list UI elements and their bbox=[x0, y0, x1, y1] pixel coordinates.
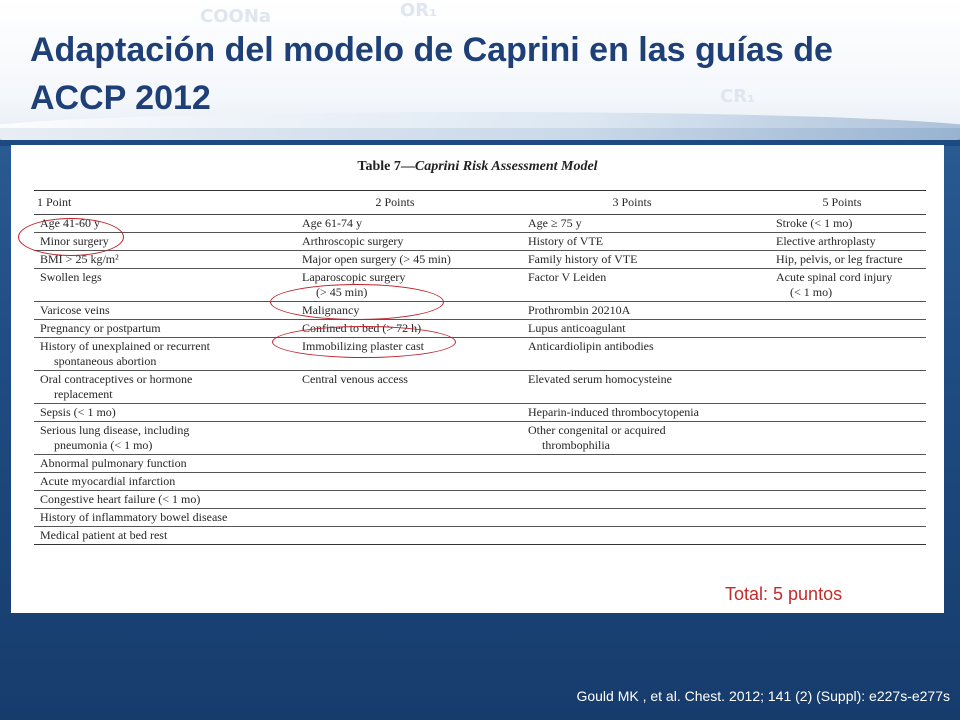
cell-3-points bbox=[506, 473, 758, 491]
table-row bbox=[34, 215, 926, 233]
cell-text: Immobilizing plaster cast bbox=[302, 339, 424, 353]
table-row bbox=[34, 269, 926, 302]
cell-text: Prothrombin 20210A bbox=[528, 303, 631, 317]
table-row bbox=[34, 491, 926, 509]
cell-3-points bbox=[506, 509, 758, 527]
cell-text: Heparin-induced thrombocytopenia bbox=[528, 405, 699, 419]
cell-text: Elective arthroplasty bbox=[776, 234, 876, 248]
cell-5-points bbox=[758, 491, 926, 509]
cell-5-points bbox=[758, 404, 926, 422]
cell-2-points bbox=[284, 215, 506, 233]
cell-3-points bbox=[506, 251, 758, 269]
cell-text: Confined to bed (> 72 h) bbox=[302, 321, 422, 335]
cell-text: replacement bbox=[54, 387, 113, 401]
chemical-watermark: CR₁ bbox=[720, 86, 755, 107]
cell-text: Congestive heart failure (< 1 mo) bbox=[40, 492, 201, 506]
cell-text: Hip, pelvis, or leg fracture bbox=[776, 252, 903, 266]
cell-3-points bbox=[506, 422, 758, 455]
table-title-italic: Caprini Risk Assessment Model bbox=[414, 159, 598, 174]
table-row bbox=[34, 302, 926, 320]
cell-5-points bbox=[758, 422, 926, 455]
table-row bbox=[34, 473, 926, 491]
cell-text: Pregnancy or postpartum bbox=[40, 321, 161, 335]
cell-text: Acute spinal cord injury bbox=[776, 270, 893, 284]
table-body bbox=[34, 215, 926, 545]
cell-text: Serious lung disease, including bbox=[40, 423, 190, 437]
table-image-panel bbox=[11, 145, 944, 613]
cell-text: Central venous access bbox=[302, 372, 408, 386]
cell-text: History of VTE bbox=[528, 234, 604, 248]
cell-5-points bbox=[758, 371, 926, 404]
cell-text: Oral contraceptives or hormone bbox=[40, 372, 193, 386]
cell-2-points bbox=[284, 422, 506, 455]
cell-2-points bbox=[284, 371, 506, 404]
header-1-point: 1 Point bbox=[34, 191, 284, 215]
cell-2-points bbox=[284, 491, 506, 509]
cell-1-point bbox=[34, 404, 284, 422]
cell-3-points bbox=[506, 338, 758, 371]
cell-text: Age 41-60 y bbox=[40, 216, 100, 230]
cell-text: spontaneous abortion bbox=[54, 354, 157, 368]
cell-5-points bbox=[758, 269, 926, 302]
cell-text: Medical patient at bed rest bbox=[40, 528, 168, 542]
cell-5-points bbox=[758, 338, 926, 371]
cell-text: Other congenital or acquired bbox=[528, 423, 666, 437]
cell-text: Anticardiolipin antibodies bbox=[528, 339, 654, 353]
cell-5-points bbox=[758, 455, 926, 473]
table-title-prefix: Table 7— bbox=[357, 159, 415, 174]
cell-3-points bbox=[506, 371, 758, 404]
cell-3-points bbox=[506, 527, 758, 545]
cell-text: Acute myocardial infarction bbox=[40, 474, 176, 488]
table-row bbox=[34, 455, 926, 473]
cell-5-points bbox=[758, 215, 926, 233]
cell-3-points bbox=[506, 320, 758, 338]
table-row bbox=[34, 509, 926, 527]
cell-1-point bbox=[34, 338, 284, 371]
cell-text: Arthroscopic surgery bbox=[302, 234, 404, 248]
cell-text: History of inflammatory bowel disease bbox=[40, 510, 228, 524]
table-title bbox=[11, 159, 944, 175]
header-2-points: 2 Points bbox=[284, 191, 506, 215]
cell-3-points bbox=[506, 269, 758, 302]
cell-text: Major open surgery (> 45 min) bbox=[302, 252, 451, 266]
cell-5-points bbox=[758, 302, 926, 320]
header-3-points: 3 Points bbox=[506, 191, 758, 215]
cell-text: Age 61-74 y bbox=[302, 216, 362, 230]
table-row bbox=[34, 371, 926, 404]
table-header-row bbox=[34, 191, 926, 215]
citation-text: Gould MK , et al. Chest. 2012; 141 (2) (Suppl): e227s-e277s bbox=[576, 688, 950, 704]
cell-text: Age ≥ 75 y bbox=[528, 216, 582, 230]
table-row bbox=[34, 422, 926, 455]
cell-text: Factor V Leiden bbox=[528, 270, 607, 284]
cell-1-point bbox=[34, 302, 284, 320]
cell-1-point bbox=[34, 422, 284, 455]
cell-3-points bbox=[506, 455, 758, 473]
cell-5-points bbox=[758, 233, 926, 251]
cell-text: pneumonia (< 1 mo) bbox=[54, 438, 153, 452]
annotation-circle-confined bbox=[272, 326, 456, 358]
chemical-watermark: OR₁ bbox=[400, 0, 438, 21]
table-row bbox=[34, 404, 926, 422]
cell-2-points bbox=[284, 233, 506, 251]
cell-3-points bbox=[506, 404, 758, 422]
cell-text: Stroke (< 1 mo) bbox=[776, 216, 853, 230]
cell-1-point bbox=[34, 509, 284, 527]
cell-2-points bbox=[284, 509, 506, 527]
cell-text: Abnormal pulmonary function bbox=[40, 456, 187, 470]
cell-5-points bbox=[758, 251, 926, 269]
cell-text: Lupus anticoagulant bbox=[528, 321, 626, 335]
cell-1-point bbox=[34, 455, 284, 473]
cell-text: Varicose veins bbox=[40, 303, 110, 317]
cell-text: thrombophilia bbox=[542, 438, 610, 452]
table-row bbox=[34, 320, 926, 338]
cell-text: (> 45 min) bbox=[316, 285, 368, 299]
cell-text: Laparoscopic surgery bbox=[302, 270, 406, 284]
table-row bbox=[34, 233, 926, 251]
annotation-circle-age bbox=[18, 218, 124, 256]
cell-3-points bbox=[506, 491, 758, 509]
cell-5-points bbox=[758, 320, 926, 338]
total-score-label: Total: 5 puntos bbox=[725, 584, 843, 604]
annotation-circle-laparoscopic bbox=[270, 284, 444, 320]
cell-5-points bbox=[758, 509, 926, 527]
cell-1-point bbox=[34, 491, 284, 509]
cell-1-point bbox=[34, 269, 284, 302]
cell-2-points bbox=[284, 455, 506, 473]
cell-3-points bbox=[506, 233, 758, 251]
cell-2-points bbox=[284, 404, 506, 422]
table-row bbox=[34, 338, 926, 371]
slide-title: Adaptación del modelo de Caprini en las guías de ACCP 2012 bbox=[30, 31, 833, 117]
cell-2-points bbox=[284, 251, 506, 269]
cell-1-point bbox=[34, 320, 284, 338]
cell-3-points bbox=[506, 302, 758, 320]
cell-1-point bbox=[34, 527, 284, 545]
cell-text: Minor surgery bbox=[40, 234, 109, 248]
cell-5-points bbox=[758, 473, 926, 491]
caprini-risk-table bbox=[34, 190, 926, 545]
cell-text: Malignancy bbox=[302, 303, 360, 317]
table-row bbox=[34, 251, 926, 269]
header-5-points: 5 Points bbox=[758, 191, 926, 215]
table-row bbox=[34, 527, 926, 545]
cell-2-points bbox=[284, 473, 506, 491]
chemical-watermark: COONa bbox=[200, 6, 272, 27]
cell-3-points bbox=[506, 215, 758, 233]
cell-5-points bbox=[758, 527, 926, 545]
cell-2-points bbox=[284, 527, 506, 545]
cell-text: Family history of VTE bbox=[528, 252, 638, 266]
cell-text: Sepsis (< 1 mo) bbox=[40, 405, 116, 419]
cell-text: BMI > 25 kg/m² bbox=[40, 252, 119, 266]
cell-1-point bbox=[34, 473, 284, 491]
cell-text: History of unexplained or recurrent bbox=[40, 339, 210, 353]
cell-text: Elevated serum homocysteine bbox=[528, 372, 672, 386]
cell-1-point bbox=[34, 371, 284, 404]
cell-text: Swollen legs bbox=[40, 270, 102, 284]
cell-text: (< 1 mo) bbox=[790, 285, 833, 299]
